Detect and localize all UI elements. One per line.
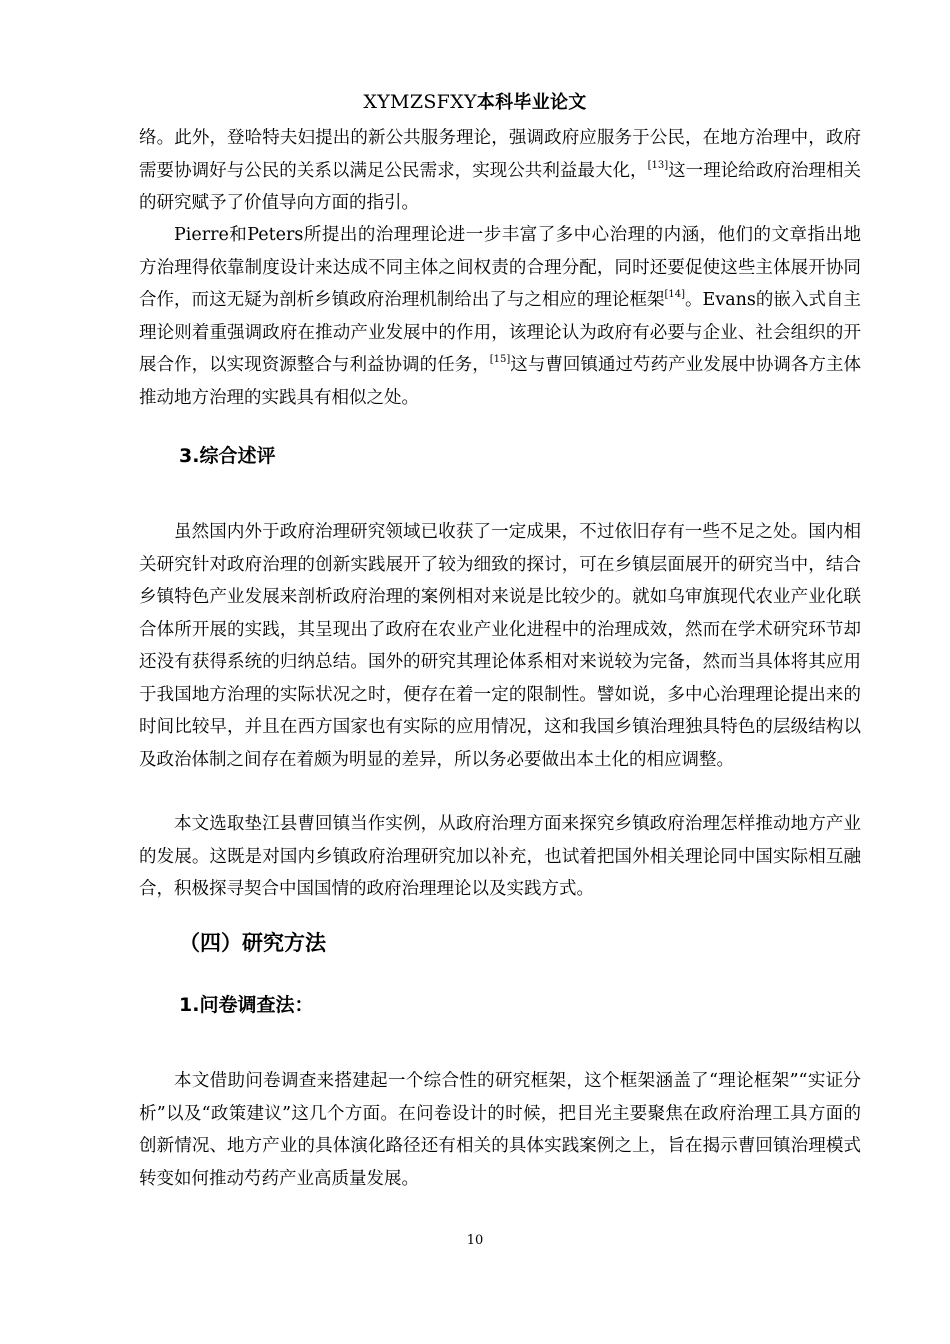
- paragraph-text: 这与曹回镇通过芍药产业发展中协调各方主体推动地方治理的实践具有相似之处。: [139, 355, 861, 408]
- page-header: [0, 88, 950, 114]
- heading-review: 3.综合述评: [179, 445, 276, 467]
- citation-13: [13]: [647, 159, 669, 171]
- paragraph-pierre-peters: [139, 219, 861, 414]
- paragraph-text: 络。此外，登哈特夫妇提出的新公共服务理论，强调政府应服务于公民，在地方治理中，政府需要协调好与公民的关系以满足公民需求，实现公共利益最大化，: [139, 128, 861, 181]
- heading-research-methods: （四）研究方法: [179, 931, 326, 955]
- paragraph-survey: 本文借助问卷调查来搭建起一个综合性的研究框架，这个框架涵盖了“理论框架”“实证分析”以及“政策建议”这几个方面。在问卷设计的时候，把目光主要聚焦在政府治理工具方面的创新情况、地方产业的具体演化路径还有相关的具体实践案例之上，旨在揭示曹回镇治理模式转变如何推动芍药产业高质量发展。: [139, 1071, 861, 1189]
- heading-survey-method: 1.问卷调查法：: [179, 994, 314, 1016]
- paragraph-new-public-service: [139, 122, 861, 220]
- header-title: 本科毕业论文: [476, 92, 587, 113]
- page-number: 10: [466, 1233, 484, 1248]
- citation-15: [15]: [489, 354, 511, 365]
- paragraph-text: 。Evans的嵌入式自主理论则着重强调政府在推动产业发展中的作用，该理论认为政府有必要与企业、社会组织的开展合作，以实现资源整合与利益协调的任务，: [139, 290, 861, 375]
- paragraph-text: 这一理论给政府治理相关的研究赋予了价值导向方面的指引。: [139, 160, 861, 213]
- paragraph-case-selection: 本文选取垫江县曹回镇当作实例，从政府治理方面来探究乡镇政府治理怎样推动地方产业的发展。这既是对国内乡镇政府治理研究加以补充，也试着把国外相关理论同中国实际相互融合，积极探寻契合中国国情的政府治理理论以及实践方式。: [139, 814, 861, 899]
- citation-14: [14]: [664, 289, 686, 300]
- header-latin: XYMZSFXY: [363, 91, 477, 113]
- paragraph-review: 虽然国内外于政府治理研究领域已收获了一定成果，不过依旧存有一些不足之处。国内相关研究针对政府治理的创新实践展开了较为细致的探讨，可在乡镇层面展开的研究当中，结合乡镇特色产业发展来剖析政府治理的案例相对来说是比较少的。就如乌审旗现代农业产业化联合体所开展的实践，其呈现出了政府在农业产业化进程中的治理成效，然而在学术研究环节却还没有获得系统的归纳总结。国外的研究其理论体系相对来说较为完备，然而当具体将其应用于我国地方治理的实际状况之时，便存在着一定的限制性。譬如说，多中心治理理论提出来的时间比较早，并且在西方国家也有实际的应用情况，这和我国乡镇治理独具特色的层级结构以及政治体制之间存在着颇为明显的差异，所以务必要做出本土化的相应调整。: [139, 522, 861, 770]
- paragraph-text: Pierre和Peters所提出的治理理论进一步丰富了多中心治理的内涵，他们的文章指出地方治理得依靠制度设计来达成不同主体之间权责的合理分配，同时还要促使这些主体展开协同合作，而这无疑为剖析乡镇政府治理机制给出了与之相应的理论框架: [139, 225, 861, 310]
